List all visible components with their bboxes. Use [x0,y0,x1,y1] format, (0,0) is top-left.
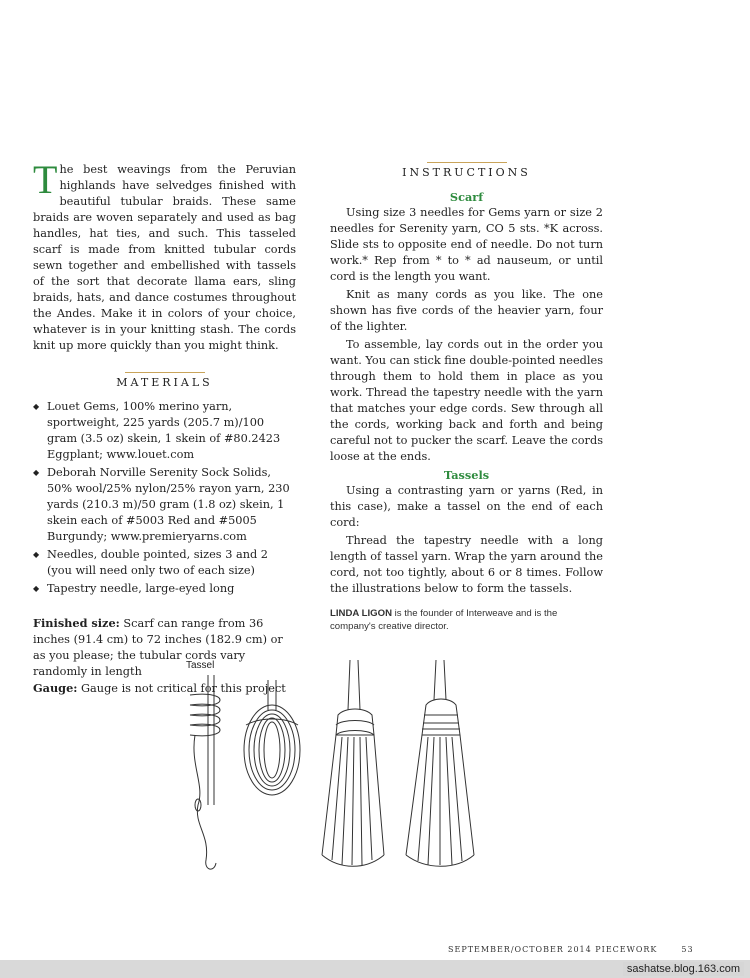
bullet-icon: ◆ [33,402,40,411]
drop-cap: T [33,157,58,202]
scarf-heading: Scarf [449,190,484,204]
tassel-step-3-icon [322,660,384,866]
bullet-icon: ◆ [33,550,40,559]
illustration-label: Tassel [186,660,215,671]
right-column [330,162,603,633]
watermark-text: sashatse.blog.163.com [623,962,744,976]
tassel-illustration [170,655,500,895]
bullet-icon: ◆ [33,468,40,477]
list-item: ◆ Tapestry needle, large-eyed long [33,582,235,595]
scarf-paragraph: Knit as many cords as you like. The one shown has five cords of the heavier yarn, four of the lighter. [330,288,603,333]
list-item: ◆ Louet Gems, 100% merino yarn, sportweight, 225 yards (205.7 m)/100 gram (3.5 oz) skein, 1 skein of #80.2423 Eggplant; www.louet.com [33,400,281,461]
scarf-paragraph: To assemble, lay cords out in the order you want. You can stick fine double-pointed needles through them to hold them in place as you work. Thread the tapestry needle with the yarn that matches your edge cords. Sew through all the cords, working back and forth and being careful not to pucker the scarf. Leave the cords loose at the ends. [330,338,603,463]
list-item: ◆ Needles, double pointed, sizes 3 and 2 (you will need only two of each size) [33,548,268,577]
tassel-step-4-icon [406,660,474,866]
materials-rule [125,372,205,373]
gauge: Gauge: Gauge is not critical for this project [33,681,286,695]
tassels-paragraph: Using a contrasting yarn or yarns (Red, in this case), make a tassel on the end of each cord: [330,484,603,529]
footer-issue: SEPTEMBER/OCTOBER 2014 PIECEWORK [448,945,658,954]
instructions-rule [427,162,507,163]
page-footer [448,945,694,954]
scarf-paragraph: Using size 3 needles for Gems yarn or size 2 needles for Serenity yarn, CO 5 sts. *K across. Slide sts to opposite end of needle. Do not turn work.* Rep from * to * ad nauseum, or until cord is the length you want. [330,206,603,283]
tassel-step-1-icon [190,675,220,869]
bullet-icon: ◆ [33,584,40,593]
author-bio: LINDA LIGON is the founder of Interweave and is the company's creative director. [330,608,558,632]
intro-paragraph [33,157,296,354]
materials-list [33,399,296,597]
tassels-heading: Tassels [443,468,490,482]
tassels-paragraph: Thread the tapestry needle with a long length of tassel yarn. Wrap the yarn around the cord, not too tightly, about 6 or 8 times. Follow the illustrations below to form the tassels. [330,534,603,595]
materials-heading: MATERIALS [116,376,213,389]
intro-text: he best weavings from the Peruvian highlands have selvedges finished with beautiful tubular braids. These same braids are woven separately and used as bag handles, hat ties, and such. This tasseled scarf is made from knitted tubular cords sewn together and embellished with tassels of the sort that decorate llama ears, sling braids, hats, and dance costumes throughout the Andes. Make it in colors of your choice, whatever is in your knitting stash. The cords knit up more quickly than you might think. [33,163,296,352]
tassel-step-2-icon [244,680,300,795]
list-item: ◆ Deborah Norville Serenity Sock Solids, 50% wool/25% nylon/25% rayon yarn, 230 yards (210.3 m)/50 gram (1.8 oz) skein, 1 skein each of #5003 Red and #5005 Burgundy; www.premieryarns.com [33,466,290,543]
instructions-heading: INSTRUCTIONS [402,166,531,179]
finished-size: Finished size: Scarf can range from 36 inches (91.4 cm) to 72 inches (182.9 cm) or as you please; the tubular cords vary randomly in length [33,616,283,678]
left-column [33,157,296,697]
page-number: 53 [681,945,694,954]
